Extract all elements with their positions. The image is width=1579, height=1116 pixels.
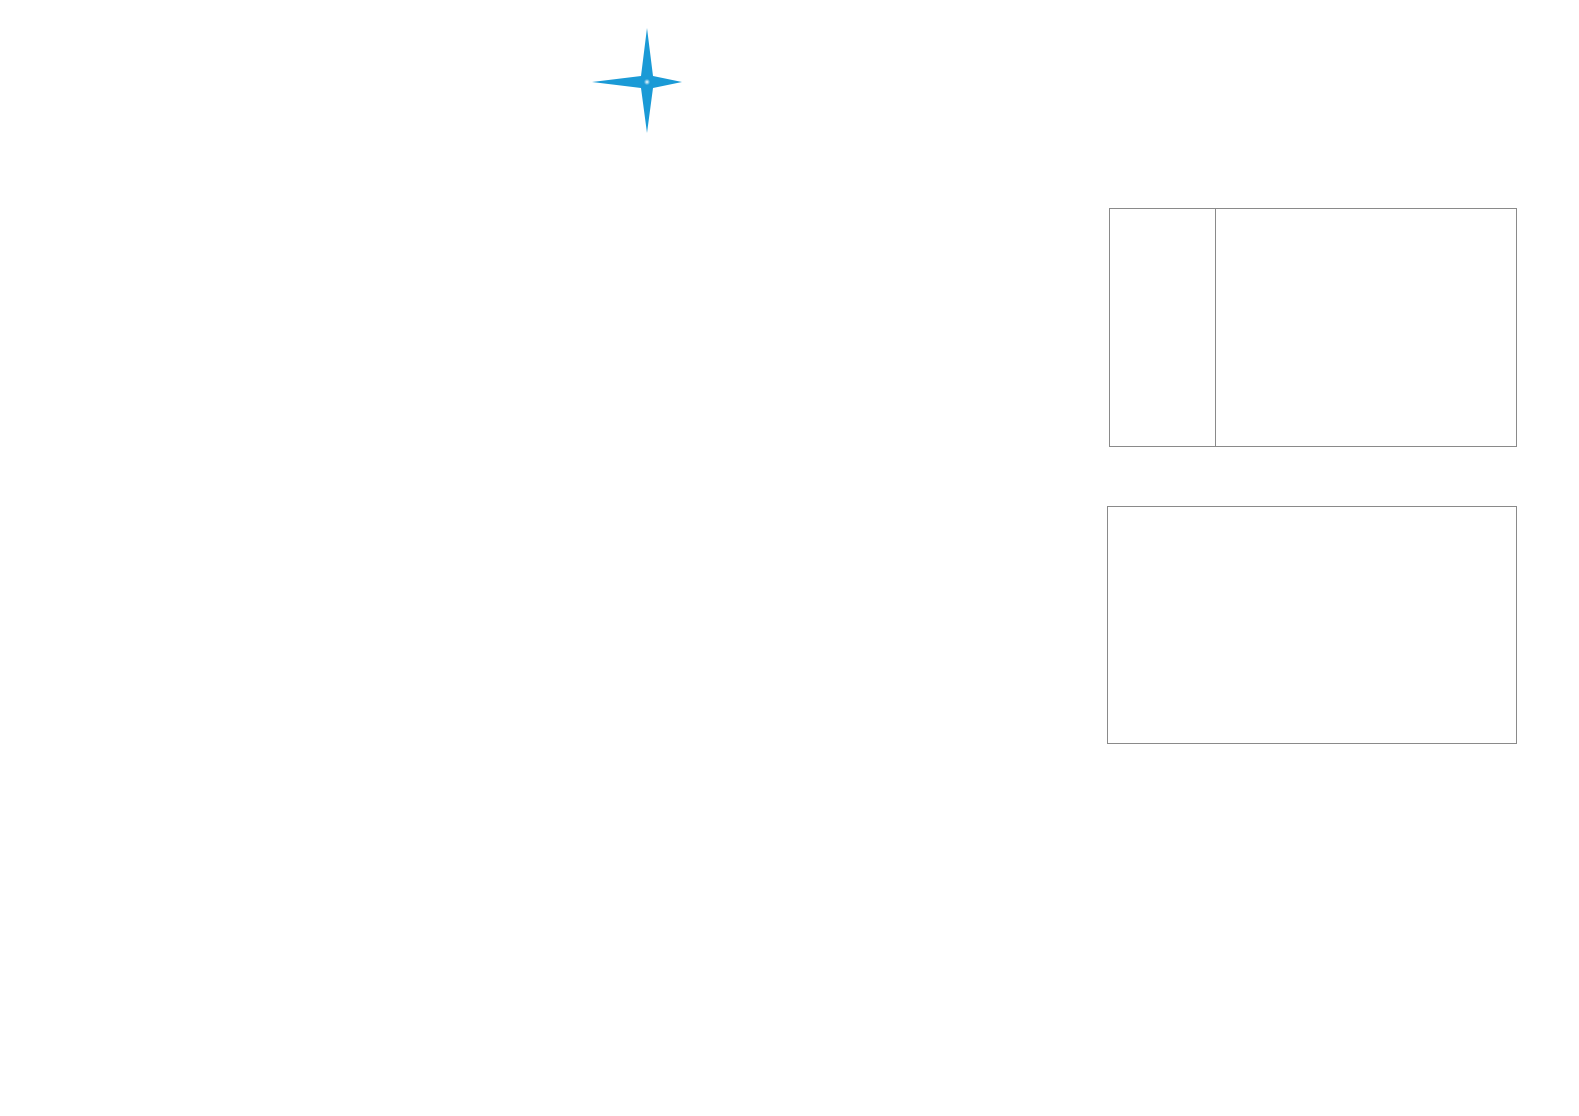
clarity-grades-table [1107, 506, 1517, 744]
hrd-antwerp-logo [592, 28, 1012, 138]
qr-code-icon[interactable] [1112, 922, 1188, 998]
necklace-photo [585, 415, 995, 710]
star-icon [592, 28, 682, 133]
colour-grades-table [1109, 208, 1517, 447]
